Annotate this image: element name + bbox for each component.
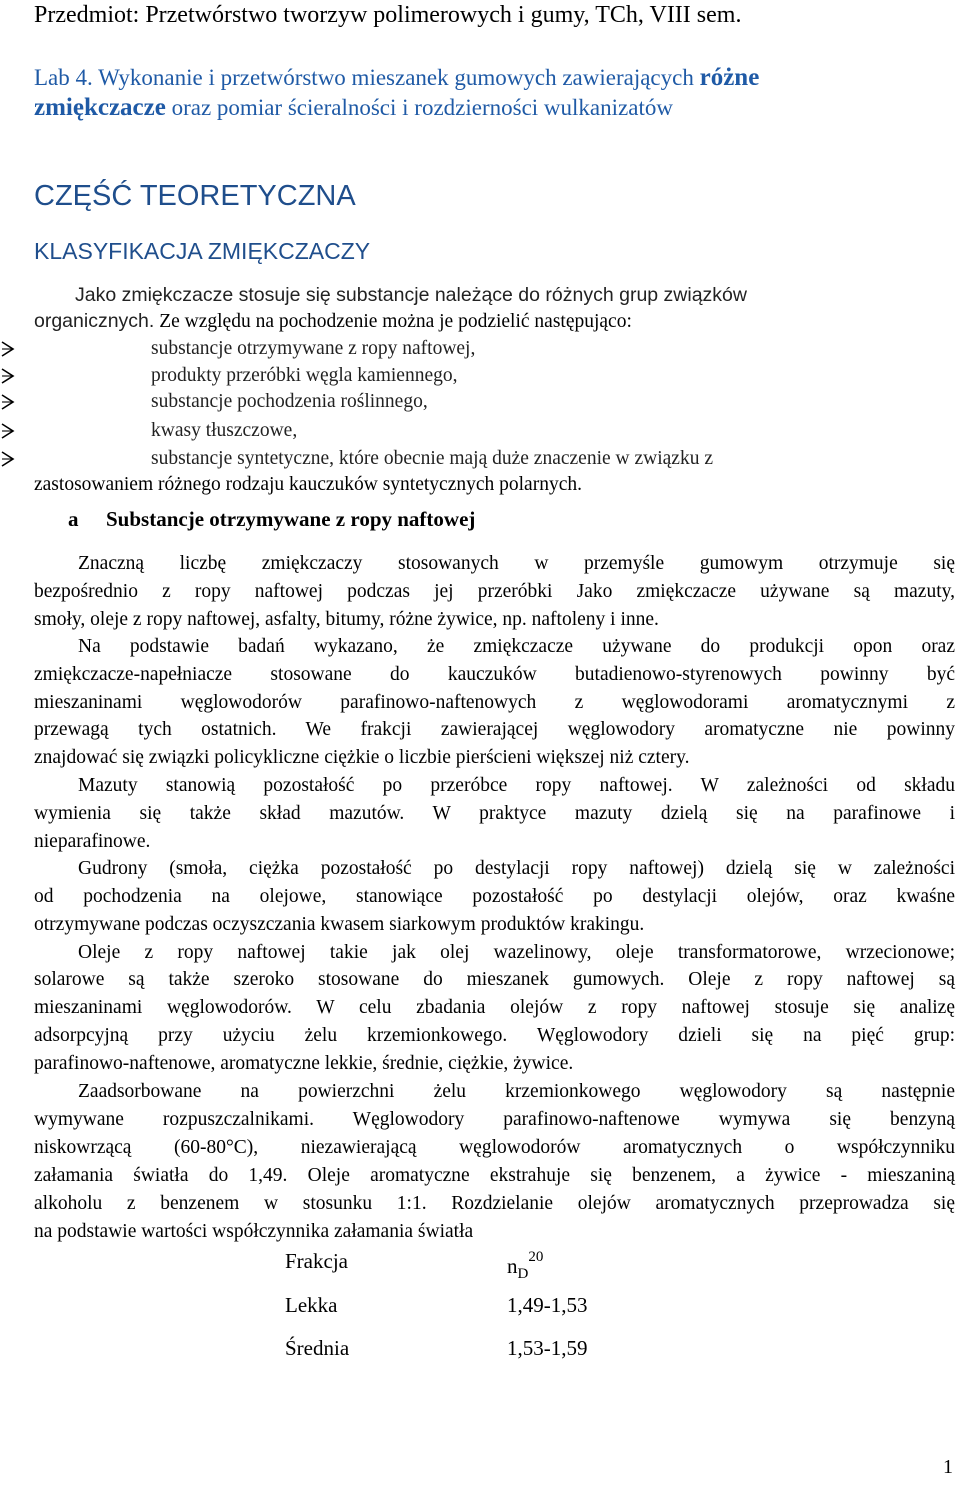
paragraph-line: mieszaninami węglowodorów. W celu zbadania olejów z ropy naftowej stosuje się analizę [34, 997, 955, 1018]
paragraph-line: adsorpcyjną przy użyciu żelu krzemionkowego. Węglowodory dzieli się na pięć grup: [34, 1025, 955, 1046]
lab-title-suffix: oraz pomiar ścieralności i rozdzierności wulkanizatów [165, 95, 673, 120]
list-item-text: substancje pochodzenia roślinnego, [151, 391, 428, 412]
lab-title-line-2 [34, 94, 673, 122]
paragraph-line: parafinowo-naftenowe, aromatyczne lekkie, średnie, ciężkie, żywice. [34, 1053, 574, 1074]
course-header: Przedmiot: Przetwórstwo tworzyw polimerowych i gumy, TCh, VIII sem. [34, 2, 742, 28]
lab-title-emphasis-1: różne [699, 64, 760, 91]
list-item-text: substancje syntetyczne, które obecnie mają duże znaczenie w związku z [151, 448, 713, 469]
paragraph-line: wymywane rozpuszczalnikami. Węglowodory parafinowo-naftenowe wymywa się benzyną [34, 1109, 955, 1130]
paragraph-line: niskowrzącą (60-80°C), niezawierającą węglowodorów aromatycznych o współczynniku [34, 1137, 955, 1158]
paragraph-line: solarowe są także szeroko stosowane do mieszanek gumowych. Oleje z ropy naftowej są [34, 969, 955, 990]
paragraph-line: Znaczną liczbę zmiękczaczy stosowanych w przemyśle gumowym otrzymuje się [78, 553, 955, 574]
part-heading: CZĘŚĆ TEORETYCZNA [34, 180, 356, 212]
intro-line-1: Jako zmiękczacze stosuje się substancje należące do różnych grup związków [75, 284, 747, 306]
fraction-table-cell: 1,53-1,59 [507, 1336, 588, 1360]
page-number: 1 [943, 1456, 953, 1478]
classification-heading: KLASYFIKACJA ZMIĘKCZACZY [34, 238, 371, 264]
fraction-table-header-value [507, 1249, 543, 1283]
paragraph-line: mieszaninami węglowodorów parafinowo-naftenowych z węglowodorami aromatycznymi z [34, 692, 955, 713]
paragraph-line: od pochodzenia na olejowe, stanowiące pozostałość po destylacji olejów, oraz kwaśne [34, 886, 955, 907]
fraction-table-cell: Średnia [285, 1336, 350, 1360]
list-item-text: kwasy tłuszczowe, [151, 420, 298, 441]
list-item-text: substancje otrzymywane z ropy naftowej, [151, 338, 476, 359]
arrowhead-bullet-icon [0, 421, 18, 443]
paragraph-line: nieparafinowe. [34, 831, 151, 852]
section-a-letter: a [68, 507, 79, 531]
paragraph-line: załamania światła do 1,49. Oleje aromatyczne ekstrahuje się benzenem, a żywice - mieszaniną [34, 1165, 955, 1186]
intro-line-2 [34, 310, 632, 333]
lab-title-line-1 [34, 64, 759, 92]
paragraph-line: bezpośrednio z ropy naftowej podczas jej przeróbki Jako zmiękczacze używane są mazuty, [34, 581, 955, 602]
arrowhead-bullet-icon [0, 339, 18, 361]
arrowhead-bullet-icon [0, 392, 18, 414]
intro-line-2-end: Ze względu na pochodzenie można je podzielić następująco: [154, 311, 632, 332]
paragraph-line: na podstawie wartości współczynnika załamania światła [34, 1221, 474, 1242]
paragraph-line: przewagą tych ostatnich. We frakcji zawierającej węglowodory aromatyczne nie powinny [34, 719, 955, 740]
paragraph-line: smoły, oleje z ropy naftowej, asfalty, bitumy, różne żywice, np. naftoleny i inne. [34, 609, 659, 630]
intro-line-2-start: organicznych. [34, 310, 155, 332]
section-a-title: Substancje otrzymywane z ropy naftowej [106, 507, 476, 531]
paragraph-line: Mazuty stanowią pozostałość po przeróbce ropy naftowej. W zależności od składu [78, 775, 955, 796]
refractive-index-symbol: n [507, 1254, 518, 1278]
paragraph-line: Gudrony (smoła, ciężka pozostałość po destylacji ropy naftowej) dzielą się w zależności [78, 858, 955, 879]
arrowhead-bullet-icon [0, 366, 18, 388]
paragraph-line: alkoholu z benzenem w stosunku 1:1. Rozdzielanie olejów aromatycznych przeprowadza się [34, 1193, 955, 1214]
fraction-table-header-name: Frakcja [285, 1249, 348, 1273]
paragraph-line: znajdować się związki policykliczne ciężkie o liczbie pierścieni większej niż cztery. [34, 747, 690, 768]
list-item-continuation: zastosowaniem różnego rodzaju kauczuków syntetycznych polarnych. [34, 474, 582, 495]
paragraph-line: Na podstawie badań wykazano, że zmiękczacze używane do produkcji opon oraz [78, 636, 955, 657]
arrowhead-bullet-icon [0, 449, 18, 471]
refractive-index-superscript: 20 [528, 1249, 544, 1265]
paragraph-line: otrzymywane podczas oczyszczania kwasem siarkowym produktów krakingu. [34, 914, 645, 935]
list-item-text: produkty przeróbki węgla kamiennego, [151, 365, 458, 386]
refractive-index-subscript: D [517, 1266, 529, 1282]
lab-title-prefix: Lab 4. Wykonanie i przetwórstwo mieszanek gumowych zawierających [34, 65, 700, 90]
paragraph-line: Oleje z ropy naftowej takie jak olej wazelinowy, oleje transformatorowe, wrzecionowe; [78, 942, 955, 963]
paragraph-line: zmiękczacze-napełniacze stosowane do kauczuków butadienowo-styrenowych powinny być [34, 664, 955, 685]
paragraph-line: Zaadsorbowane na powierzchni żelu krzemionkowego węglowodory są następnie [78, 1081, 955, 1102]
fraction-table-cell: 1,49-1,53 [507, 1293, 588, 1317]
paragraph-line: wymienia się także skład mazutów. W praktyce mazuty dzielą się na parafinowe i [34, 803, 955, 824]
lab-title-emphasis-2: zmiękczacze [34, 94, 166, 121]
fraction-table-cell: Lekka [285, 1293, 338, 1317]
